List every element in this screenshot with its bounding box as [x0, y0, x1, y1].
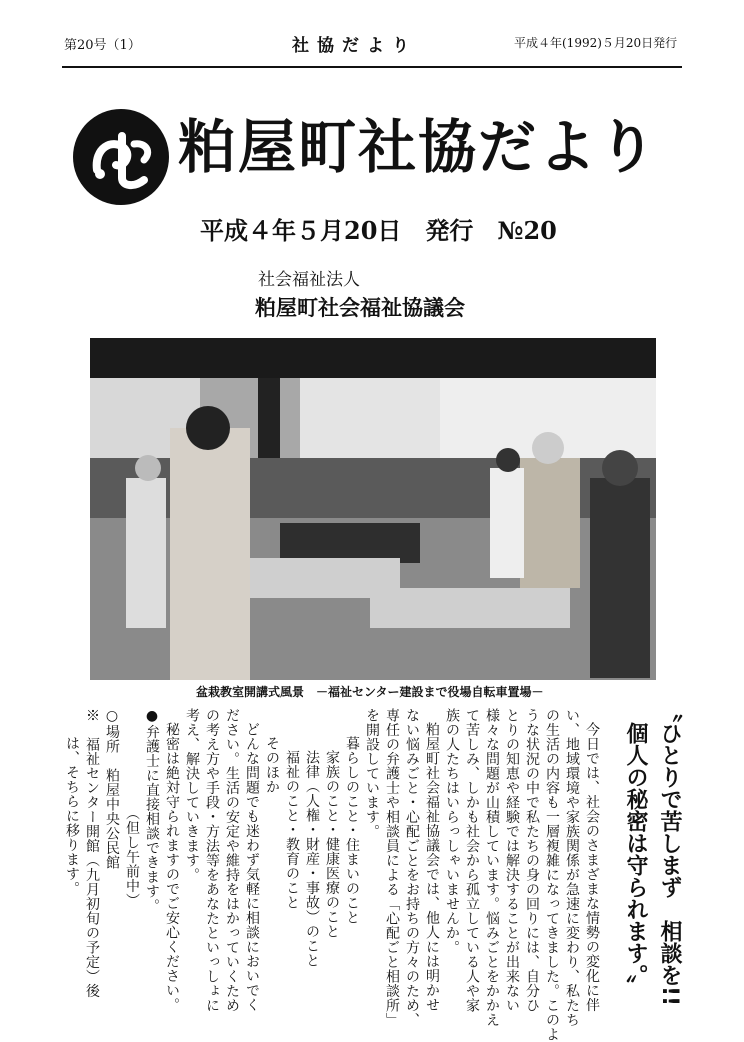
- article-line: 福祉のこと・教育のこと: [284, 750, 300, 910]
- article-line: 考え、解決していきます。: [184, 708, 200, 882]
- publisher-name: 粕屋町社会福祉協議会: [255, 296, 465, 320]
- article-line: の考え方や手段・方法等をあなたといっしょに: [204, 708, 220, 1013]
- organization-logo: [72, 108, 170, 206]
- paper-name-header: 社協だより: [292, 36, 417, 56]
- article-line: （但し午前中）: [124, 806, 140, 908]
- article-line: 今日では、社会のさまざまな情勢の変化に伴: [584, 722, 600, 1012]
- article-line: を開設しています。: [364, 708, 380, 839]
- article-line: は、そちらに移ります。: [64, 736, 80, 896]
- article-line: 家族のこと・健康医療のこと: [324, 750, 340, 939]
- article-line: ない悩みごと・心配ごとをお持ちの方々のため、: [404, 708, 420, 1027]
- article-line: い、地域環境や家族関係が急速に変わり、私たち: [564, 708, 580, 1027]
- article-line: 暮らしのこと・住まいのこと: [344, 736, 360, 925]
- issue-date-header: 平成４年(1992)５月20日発行: [514, 36, 678, 50]
- masthead-title: 粕屋町社協だより: [178, 113, 659, 181]
- article-line: 粕屋町社会福祉協議会では、他人には明かせ: [424, 722, 440, 1012]
- article-line: 専任の弁護士や相談員による「心配ごと相談所」: [384, 708, 400, 1027]
- article-line: て苦しみ、しかも社会から孤立している人や家: [464, 708, 480, 1013]
- logo-mark-icon: [72, 108, 170, 206]
- article-line: ※ 福祉センター開館（九月初旬の予定）後: [84, 708, 100, 998]
- publisher-type: 社会福祉法人: [258, 270, 360, 290]
- motto-line-2: 個人の秘密は守られます。〟: [623, 722, 648, 997]
- article-line: の生活の内容も一層複雑になってきました。このよ: [544, 708, 560, 1042]
- article-line: ○場所 粕屋中央公民館: [104, 708, 120, 870]
- photo-caption: 盆栽教室開講式風景 －福祉センター建設まで役場自転車置場－: [196, 685, 544, 699]
- article-line: どんな問題でも迷わず気軽に相談においでく: [244, 722, 260, 1012]
- article-line: 秘密は絶対守られますのでご安心ください。: [164, 722, 180, 1012]
- article-line: そのほか: [264, 736, 280, 794]
- article-line: 様々な問題が山積しています。悩みごとをかかえ: [484, 708, 500, 1027]
- masthead-issue-line: 平成４年５月20日 発行 №20: [200, 216, 557, 245]
- article-line: うな状況の中で私たちの身の回りには、自分ひ: [524, 708, 540, 1013]
- motto-line-1: 〝ひとりで苦しまず 相談を!!: [657, 700, 682, 1007]
- ceremony-photo: [90, 338, 656, 680]
- issue-page-number: 第20号（1）: [64, 38, 141, 53]
- article-line: 法律（人権・財産・事故）のこと: [304, 750, 320, 968]
- article-line: ●弁護士に直接相談できます。: [144, 708, 160, 913]
- article-line: とりの知恵や経験では解決することが出来ない: [504, 708, 520, 1013]
- header-rule: [62, 66, 682, 68]
- article-line: 族の人たちはいらっしゃいませんか。: [444, 708, 460, 955]
- article-line: ださい。生活の安定や維持をはかっていくため: [224, 708, 240, 1013]
